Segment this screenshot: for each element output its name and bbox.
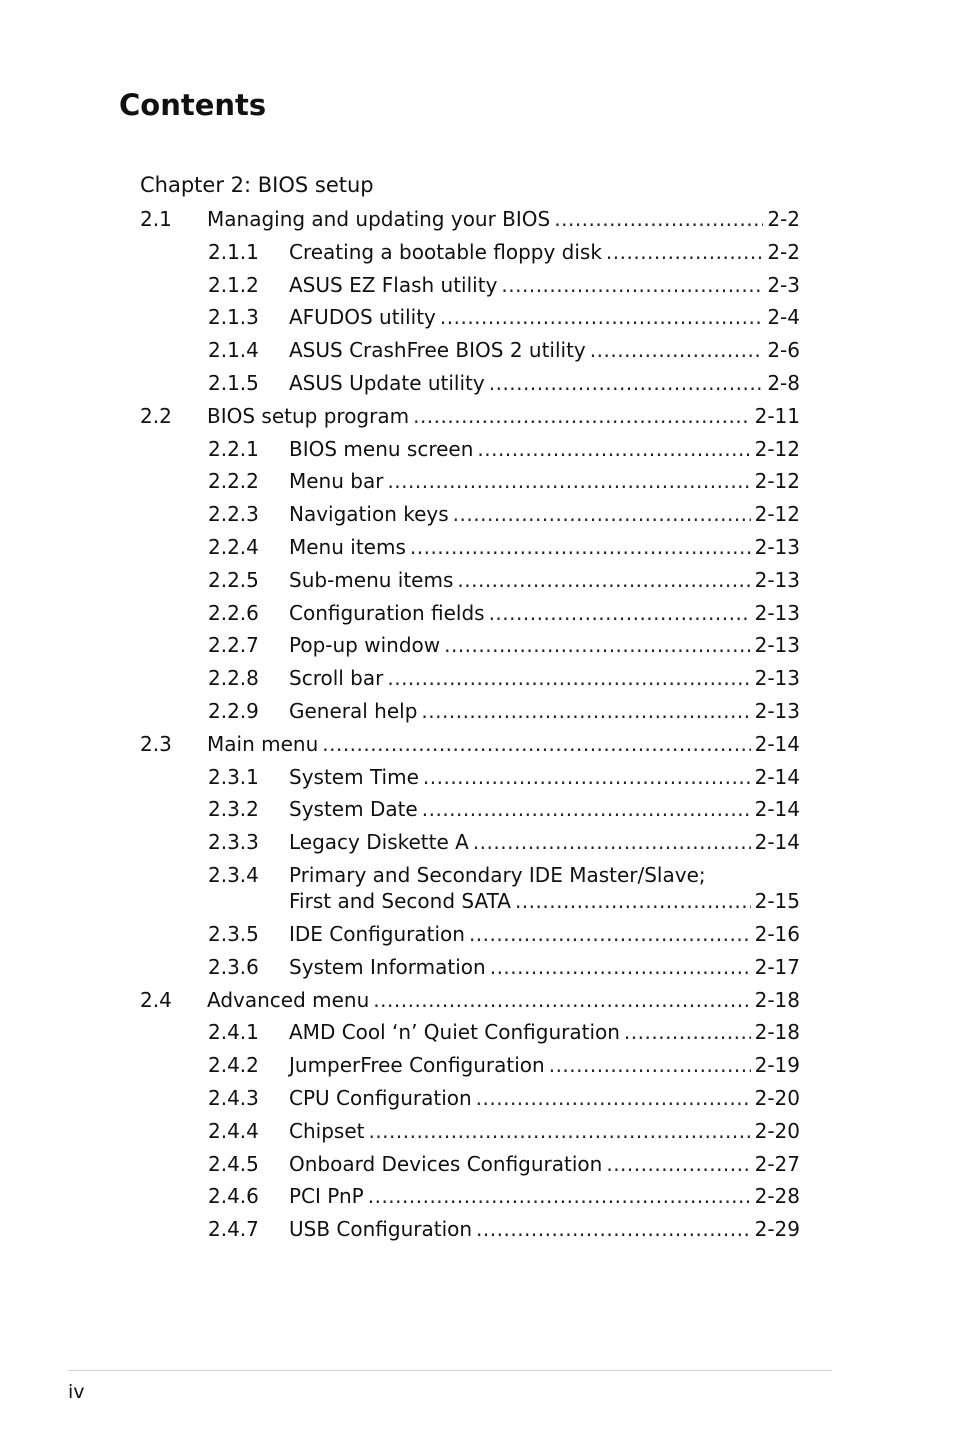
toc-entry-page: 2-14	[754, 830, 800, 855]
toc-entry[interactable]	[140, 1082, 800, 1115]
toc-entry-number: 2.1.4	[208, 338, 259, 363]
toc-entry-number: 2.2.2	[208, 469, 259, 494]
toc-entry-label: Scroll bar	[289, 666, 384, 691]
toc-entry-label: Main menu	[207, 731, 319, 756]
toc-entry-label: ASUS Update utility	[289, 370, 485, 395]
dot-leader	[606, 1148, 750, 1181]
toc-entry[interactable]	[140, 400, 800, 433]
toc-entry-page: 2-14	[754, 731, 800, 756]
chapter-heading: Chapter 2: BIOS setup	[140, 173, 374, 197]
toc-entry[interactable]	[140, 859, 800, 918]
toc-entry-page: 2-2	[767, 207, 800, 231]
dot-leader	[554, 203, 763, 236]
toc-entry[interactable]	[140, 662, 800, 695]
toc-entry-page: 2-11	[754, 403, 800, 428]
toc-entry-label: ASUS CrashFree BIOS 2 utility	[289, 338, 586, 363]
toc-entry[interactable]	[140, 629, 800, 662]
footer-divider	[68, 1370, 832, 1371]
toc-entry-page: 2-20	[754, 1085, 800, 1110]
dot-leader	[473, 826, 751, 859]
page-number: iv	[68, 1381, 85, 1403]
toc-entry-label: USB Configuration	[289, 1217, 473, 1242]
dot-leader	[476, 1213, 751, 1246]
dot-leader	[501, 269, 763, 302]
toc-entry[interactable]	[140, 498, 800, 531]
dot-leader	[387, 465, 750, 498]
toc-entry-number: 2.3	[140, 731, 172, 756]
toc-entry-number: 2.4.6	[208, 1184, 259, 1209]
dot-leader	[476, 1082, 751, 1115]
toc-entry-number: 2.3.3	[208, 830, 259, 855]
table-of-contents	[140, 203, 800, 1246]
toc-entry-label: Onboard Devices Configuration	[289, 1151, 603, 1176]
toc-entry-page: 2-28	[754, 1184, 800, 1209]
toc-entry-number: 2.3.1	[208, 764, 259, 789]
toc-entry-label: BIOS setup program	[207, 403, 410, 428]
dot-leader	[440, 301, 763, 334]
toc-entry-number: 2.3.5	[208, 921, 259, 946]
toc-entry[interactable]	[140, 367, 800, 400]
toc-entry-number: 2.4.4	[208, 1118, 259, 1143]
toc-entry-label: Configuration fields	[289, 600, 485, 625]
toc-entry-number: 2.2.9	[208, 698, 259, 723]
dot-leader	[469, 918, 751, 951]
page-title: Contents	[119, 88, 267, 122]
toc-entry[interactable]	[140, 695, 800, 728]
toc-entry-label: System Information	[289, 954, 486, 979]
toc-entry-number: 2.4.1	[208, 1020, 259, 1045]
toc-entry-page: 2-18	[754, 987, 800, 1012]
toc-entry-page: 2-6	[767, 338, 800, 363]
dot-leader	[515, 885, 751, 918]
toc-entry-label: AFUDOS utility	[289, 305, 436, 330]
dot-leader	[373, 984, 750, 1017]
toc-entry-page: 2-17	[754, 954, 800, 979]
toc-entry-label: General help	[289, 698, 418, 723]
toc-entry-number: 2.4.2	[208, 1053, 259, 1078]
dot-leader	[322, 728, 750, 761]
toc-entry-number: 2.2.4	[208, 534, 259, 559]
dot-leader	[590, 334, 764, 367]
toc-entry-label: CPU Configuration	[289, 1085, 472, 1110]
toc-entry-page: 2-12	[754, 469, 800, 494]
toc-entry-label: Managing and updating your BIOS	[207, 207, 551, 231]
toc-entry[interactable]	[140, 793, 800, 826]
toc-entry[interactable]	[140, 1049, 800, 1082]
toc-entry[interactable]	[140, 236, 800, 269]
toc-entry-label: Creating a bootable floppy disk	[289, 239, 602, 264]
toc-entry-label: BIOS menu screen	[289, 436, 474, 461]
toc-entry[interactable]	[140, 1016, 800, 1049]
toc-entry[interactable]	[140, 334, 800, 367]
toc-entry-number: 2.4.5	[208, 1151, 259, 1176]
toc-entry[interactable]	[140, 951, 800, 984]
toc-entry-number: 2.2.3	[208, 502, 259, 527]
toc-entry-number: 2.2.6	[208, 600, 259, 625]
dot-leader	[368, 1180, 751, 1213]
toc-entry-page: 2-19	[754, 1053, 800, 1078]
toc-entry[interactable]	[140, 761, 800, 794]
toc-entry-number: 2.3.2	[208, 797, 259, 822]
toc-entry-page: 2-27	[754, 1151, 800, 1176]
toc-entry-page: 2-12	[754, 502, 800, 527]
toc-entry-label-line1: Primary and Secondary IDE Master/Slave;	[289, 862, 706, 887]
toc-entry-number: 2.4.7	[208, 1217, 259, 1242]
dot-leader	[368, 1115, 750, 1148]
dot-leader	[624, 1016, 751, 1049]
toc-entry-number: 2.2.8	[208, 666, 259, 691]
toc-entry[interactable]	[140, 1115, 800, 1148]
toc-entry[interactable]	[140, 301, 800, 334]
toc-entry-number: 2.1	[140, 207, 172, 231]
dot-leader	[387, 662, 750, 695]
dot-leader	[606, 236, 763, 269]
dot-leader	[489, 597, 751, 630]
toc-entry-label: Legacy Diskette A	[289, 830, 469, 855]
toc-entry-page: 2-13	[754, 600, 800, 625]
toc-entry-page: 2-18	[754, 1020, 800, 1045]
toc-entry-page: 2-3	[767, 272, 800, 297]
toc-entry-page: 2-29	[754, 1217, 800, 1242]
toc-entry[interactable]	[140, 728, 800, 761]
toc-entry-number: 2.2	[140, 403, 172, 428]
toc-entry-page: 2-15	[754, 888, 800, 913]
dot-leader	[413, 400, 751, 433]
toc-entry-page: 2-13	[754, 633, 800, 658]
toc-entry-label: Menu bar	[289, 469, 384, 494]
toc-entry[interactable]	[140, 918, 800, 951]
toc-entry-page: 2-14	[754, 797, 800, 822]
toc-entry-label: ASUS EZ Flash utility	[289, 272, 498, 297]
toc-entry-page: 2-16	[754, 921, 800, 946]
toc-entry-number: 2.4	[140, 987, 172, 1012]
dot-leader	[421, 695, 750, 728]
toc-entry[interactable]	[140, 564, 800, 597]
toc-entry-label: Sub-menu items	[289, 567, 454, 592]
dot-leader	[444, 629, 751, 662]
dot-leader	[490, 951, 751, 984]
toc-entry-label: PCI PnP	[289, 1184, 364, 1209]
toc-entry[interactable]	[140, 1180, 800, 1213]
toc-entry-label: IDE Configuration	[289, 921, 465, 946]
toc-entry-page: 2-13	[754, 698, 800, 723]
toc-entry-label: AMD Cool ‘n’ Quiet Configuration	[289, 1020, 620, 1045]
toc-entry-page: 2-2	[767, 239, 800, 264]
toc-entry[interactable]	[140, 269, 800, 302]
toc-entry[interactable]	[140, 1148, 800, 1181]
toc-entry-number: 2.1.3	[208, 305, 259, 330]
toc-entry-page: 2-20	[754, 1118, 800, 1143]
dot-leader	[422, 793, 751, 826]
toc-entry-label: Navigation keys	[289, 502, 449, 527]
toc-entry-number: 2.4.3	[208, 1085, 259, 1110]
toc-entry-label: Advanced menu	[207, 987, 370, 1012]
toc-entry-page: 2-12	[754, 436, 800, 461]
toc-entry-page: 2-13	[754, 666, 800, 691]
toc-entry[interactable]	[140, 984, 800, 1017]
toc-entry-number: 2.1.1	[208, 239, 259, 264]
toc-entry-label: System Date	[289, 797, 418, 822]
toc-entry-label: JumperFree Configuration	[289, 1053, 545, 1078]
toc-entry-number: 2.2.7	[208, 633, 259, 658]
toc-entry[interactable]	[140, 1213, 800, 1246]
dot-leader	[549, 1049, 751, 1082]
toc-entry-label: First and Second SATA	[289, 888, 511, 913]
toc-entry-page: 2-4	[767, 305, 800, 330]
dot-leader	[410, 531, 751, 564]
dot-leader	[423, 761, 751, 794]
toc-entry-label: Menu items	[289, 534, 406, 559]
toc-entry-label: System Time	[289, 764, 419, 789]
toc-entry-page: 2-8	[767, 370, 800, 395]
toc-entry-page: 2-14	[754, 764, 800, 789]
toc-entry[interactable]	[140, 531, 800, 564]
toc-entry[interactable]	[140, 597, 800, 630]
dot-leader	[477, 433, 750, 466]
toc-entry-number: 2.3.6	[208, 954, 259, 979]
toc-entry[interactable]	[140, 203, 800, 236]
toc-entry-number: 2.1.5	[208, 370, 259, 395]
toc-entry-label: Chipset	[289, 1118, 365, 1143]
toc-entry-number: 2.2.1	[208, 436, 259, 461]
toc-entry-number: 2.1.2	[208, 272, 259, 297]
dot-leader	[457, 564, 750, 597]
toc-entry[interactable]	[140, 465, 800, 498]
toc-entry-label: Pop-up window	[289, 633, 441, 658]
toc-entry-page: 2-13	[754, 534, 800, 559]
toc-entry[interactable]	[140, 826, 800, 859]
toc-entry-number: 2.2.5	[208, 567, 259, 592]
dot-leader	[489, 367, 764, 400]
toc-entry-number: 2.3.4	[208, 862, 259, 887]
toc-entry[interactable]	[140, 433, 800, 466]
toc-entry-page: 2-13	[754, 567, 800, 592]
dot-leader	[453, 498, 751, 531]
